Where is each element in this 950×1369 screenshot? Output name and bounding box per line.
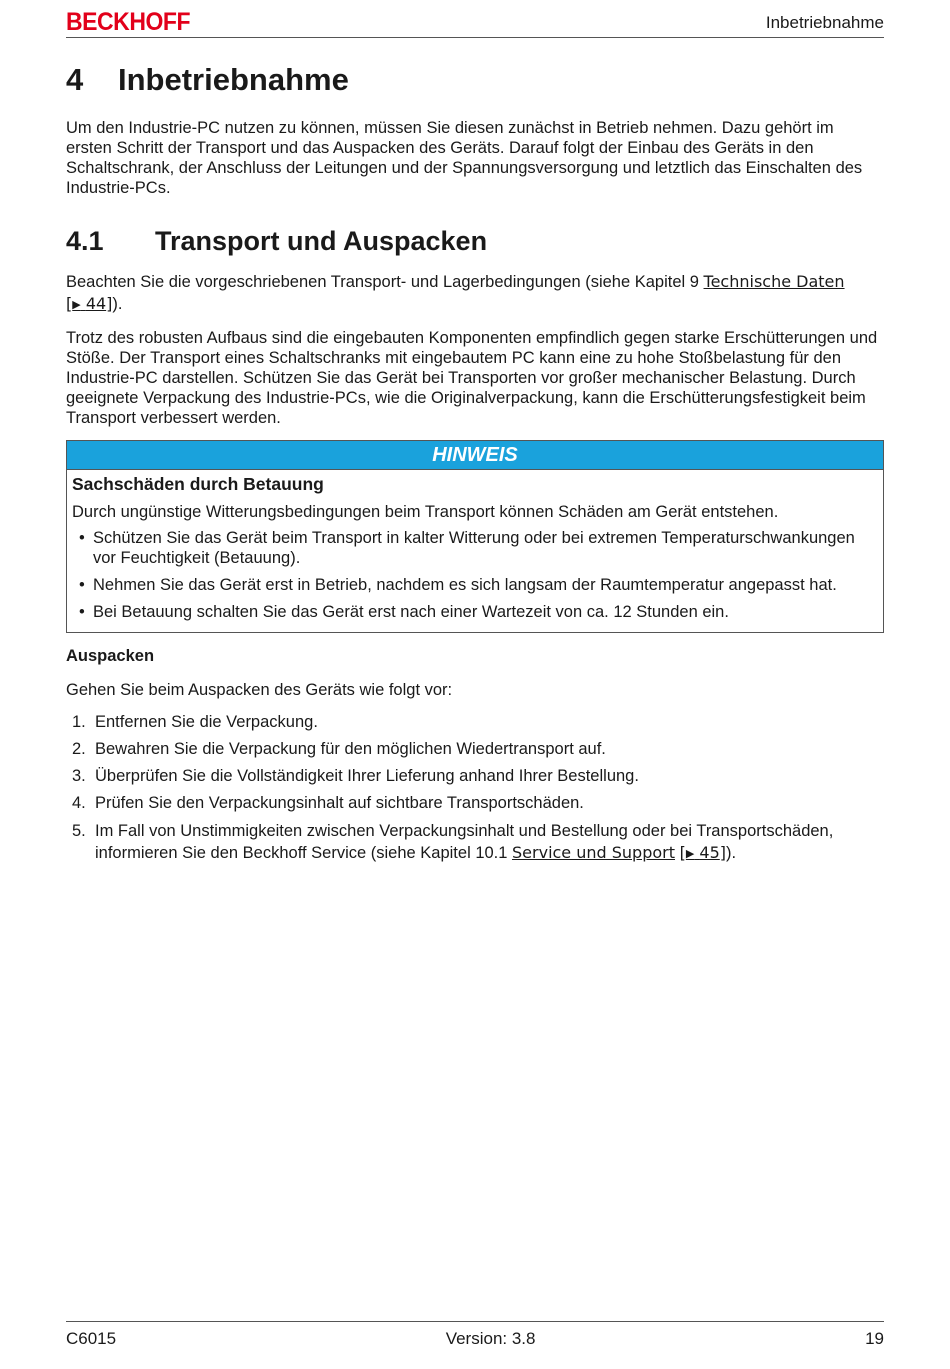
page-ref-arrow-icon: ▶ (72, 298, 81, 311)
chapter-number: 4 (66, 62, 84, 97)
unpack-heading: Auspacken (66, 647, 155, 665)
page-footer (66, 1329, 884, 1349)
notice-label: HINWEIS (67, 441, 883, 470)
footer-page-number: 19 (865, 1329, 884, 1348)
unpack-steps (66, 712, 884, 865)
unpack-step: 1. Entfernen Sie die Verpackung. (72, 713, 318, 731)
notice-text: Durch ungünstige Witterungsbedingungen beim Transport können Schäden am Gerät entstehen. (72, 503, 779, 521)
beckhoff-logo: BECKHOFF (66, 8, 191, 36)
footer-divider (66, 1321, 884, 1322)
section-title: Transport und Auspacken (155, 226, 488, 256)
header-section-title: Inbetriebnahme (765, 13, 884, 32)
unpack-step: 4. Prüfen Sie den Verpackungsinhalt auf sichtbare Transportschäden. (72, 794, 584, 812)
page-ref-arrow-icon: ▶ (685, 847, 695, 860)
robustness-paragraph: Trotz des robusten Aufbaus sind die eingebauten Komponenten empfindlich gegen starke Erschütterungen und Stöße. Der Transport eines Schaltschranks mit eingebautem PC kann eine zu hohe Stoßbelastung für den Industrie-PC darstellen. Schützen Sie das Gerät bei Transporten vor großer mechanischer Belastung. Durch geeignete Verpackung des Industrie-PCs, wie die Originalverpackung, kann die Erschütterungsfestigkeit beim Transport verbessert werden. (66, 329, 878, 427)
page-content (66, 62, 884, 872)
unpack-intro: Gehen Sie beim Auspacken des Geräts wie folgt vor: (66, 681, 453, 699)
notice-box (66, 440, 884, 633)
notice-title: Sachschäden durch Betauung (72, 474, 324, 494)
footer-version: Version: 3.8 (445, 1329, 536, 1348)
unpack-step: 5. Im Fall von Unstimmigkeiten zwischen Verpackungsinhalt und Bestellung oder bei Transportschäden, informieren Sie den Beckhoff Service (siehe Kapitel 10.1 Service und Support [▶ 45]). (72, 822, 834, 862)
unpack-step: 2. Bewahren Sie die Verpackung für den möglichen Wiedertransport auf. (72, 740, 606, 758)
notice-bullet: • Schützen Sie das Gerät beim Transport in kalter Witterung oder bei extremen Temperaturschwankungen vor Feuchtigkeit (Betauung). (72, 528, 878, 568)
technical-data-page-ref[interactable]: [▶ 44] (66, 294, 113, 313)
chapter-intro: Um den Industrie-PC nutzen zu können, müssen Sie diesen zunächst in Betrieb nehmen. Dazu gehört im ersten Schritt der Transport und das Auspacken des Geräts. Darauf folgt der Einbau des Geräts in den Schaltschrank, der Anschluss der Leitungen und der Spannungsversorgung und letztlich das Einschalten des Industrie-PCs. (66, 119, 863, 197)
technical-data-link[interactable]: Technische Daten (703, 272, 845, 291)
unpack-step: 3. Überprüfen Sie die Vollständigkeit Ihrer Lieferung anhand Ihrer Bestellung. (72, 767, 639, 785)
chapter-title: Inbetriebnahme (118, 62, 349, 97)
notice-bullet: • Bei Betauung schalten Sie das Gerät erst nach einer Wartezeit von ca. 12 Stunden ein. (72, 602, 878, 622)
header-divider (66, 37, 884, 38)
footer-model: C6015 (66, 1329, 117, 1348)
notice-body (67, 470, 883, 632)
service-support-link[interactable]: Service und Support (512, 843, 676, 862)
section-number: 4.1 (66, 226, 104, 256)
service-support-page-ref[interactable]: [▶ 45] (679, 843, 727, 862)
transport-conditions-paragraph: Beachten Sie die vorgeschriebenen Transport- und Lagerbedingungen (siehe Kapitel 9 Technische Daten [▶ 44]). (66, 272, 845, 313)
notice-bullet: • Nehmen Sie das Gerät erst in Betrieb, nachdem es sich langsam der Raumtemperatur angepasst hat. (72, 575, 878, 595)
transport-conditions-text: Beachten Sie die vorgeschriebenen Transport- und Lagerbedingungen (siehe Kapitel 9 (66, 273, 704, 291)
chapter-heading (66, 62, 884, 98)
section-heading (66, 226, 884, 257)
notice-bullet-list (72, 528, 878, 622)
